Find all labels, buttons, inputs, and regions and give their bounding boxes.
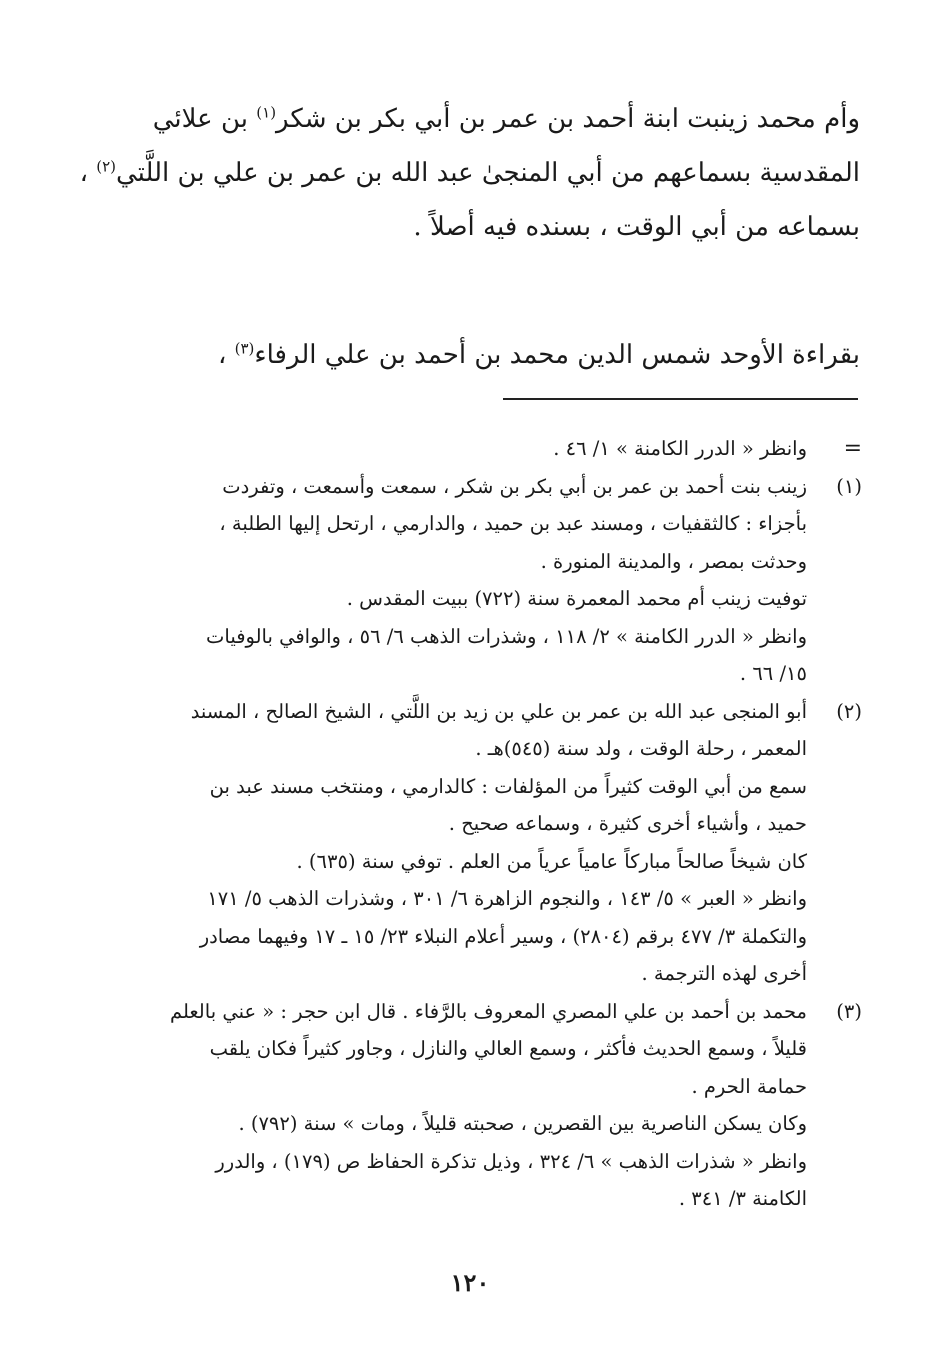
- main-line-2-text: المقدسية بسماعهم من أبي المنجىٰ عبد الله بن عمر بن علي بن اللَّتي: [116, 158, 860, 188]
- footnote-continuation: [77, 430, 862, 468]
- footnote-1: [77, 468, 862, 693]
- continuation-mark: =: [843, 436, 862, 461]
- footnote-line: بأجزاء : كالثقفيات ، ومسند عبد بن حميد ، والدارمي ، ارتحل إليها الطلبة ،: [219, 512, 807, 535]
- footnote-separator: [503, 398, 858, 400]
- main-line-2: [80, 146, 860, 200]
- main-line-2-tail: ،: [79, 158, 88, 188]
- footnote-line: وانظر « العبر » ٥/ ١٤٣ ، والنجوم الزاهرة ٦/ ٣٠١ ، وشذرات الذهب ٥/ ١٧١: [207, 887, 807, 910]
- footnote-line: وكان يسكن الناصرية بين القصرين ، صحبته قليلاً ، ومات » سنة (٧٩٢) .: [238, 1112, 807, 1135]
- footnote-line: قليلاً ، وسمع الحديث فأكثر ، وسمع العالي والنازل ، وجاور كثيراً فكان يلقب: [209, 1037, 807, 1060]
- reading-line: [160, 330, 860, 380]
- footnote-line: ١٥/ ٦٦ .: [739, 662, 807, 685]
- footnote-line: سمع من أبي الوقت كثيراً من المؤلفات : كالدارمي ، ومنتخب مسند عبد بن: [209, 774, 807, 798]
- reading-line-text: بقراءة الأوحد شمس الدين محمد بن أحمد بن علي الرفاء: [254, 340, 860, 370]
- footnotes-section: [77, 430, 862, 1218]
- main-line-1-tail: بن علائي: [152, 104, 248, 134]
- footnote-line: والتكملة ٣/ ٤٧٧ برقم (٢٨٠٤) ، وسير أعلام النبلاء ٢٣/ ١٥ ـ ١٧ وفيهما مصادر: [199, 924, 807, 948]
- reading-line-tail: ،: [217, 340, 227, 370]
- footnote-line: الكامنة ٣/ ٣٤١ .: [678, 1187, 807, 1210]
- footnote-ref-2: (٢): [96, 157, 117, 176]
- footnote-line: المعمر ، رحلة الوقت ، ولد سنة (٥٤٥)هـ .: [475, 737, 807, 760]
- footnote-3: [77, 993, 862, 1218]
- footnote-line: وانظر « شذرات الذهب » ٦/ ٣٢٤ ، وذيل تذكرة الحفاظ ص (١٧٩) ، والدرر: [215, 1149, 807, 1173]
- footnote-line: توفيت زينب أم محمد المعمرة سنة (٧٢٢) ببيت المقدس .: [346, 587, 807, 610]
- footnote-line: وحدثت بمصر ، والمدينة المنورة .: [540, 549, 807, 573]
- continuation-line: وانظر « الدرر الكامنة » ١/ ٤٦ .: [553, 437, 807, 460]
- footnote-number: (٢): [836, 699, 862, 723]
- footnote-number: (٣): [836, 999, 862, 1023]
- footnote-line: كان شيخاً صالحاً مباركاً عامياً عرياً من العلم . توفي سنة (٦٣٥) .: [296, 849, 807, 873]
- footnote-line: زينب بنت أحمد بن عمر بن أبي بكر بن شكر ، سمعت وأسمعت ، وتفردت: [222, 474, 807, 498]
- main-line-1-text: وأم محمد زينبت ابنة أحمد بن عمر بن أبي بكر بن شكر: [276, 104, 860, 134]
- footnote-line: وانظر « الدرر الكامنة » ٢/ ١١٨ ، وشذرات الذهب ٦/ ٥٦ ، والوافي بالوفيات: [206, 624, 807, 648]
- main-line-3: بسماعه من أبي الوقت ، بسنده فيه أصلاً .: [413, 212, 860, 242]
- footnote-ref-3: (٣): [234, 339, 255, 358]
- footnote-number: (١): [836, 474, 862, 498]
- footnote-line: أبو المنجى عبد الله بن عمر بن علي بن زيد بن اللَّتي ، الشيخ الصالح ، المسند: [190, 699, 807, 723]
- footnote-2: [77, 693, 862, 993]
- main-paragraph: [80, 92, 860, 254]
- footnote-ref-1: (١): [256, 103, 277, 122]
- footnote-line: حمامة الحرم .: [691, 1074, 807, 1098]
- main-line-1: [80, 92, 860, 146]
- footnote-line: محمد بن أحمد بن علي المصري المعروف بالرَّفاء . قال ابن حجر : « عني بالعلم: [169, 999, 807, 1023]
- page-number: ١٢٠: [450, 1268, 490, 1297]
- footnote-line: أخرى لهذه الترجمة .: [641, 962, 807, 985]
- footnote-line: حميد ، وأشياء أخرى كثيرة ، وسماعه صحيح .: [448, 812, 807, 835]
